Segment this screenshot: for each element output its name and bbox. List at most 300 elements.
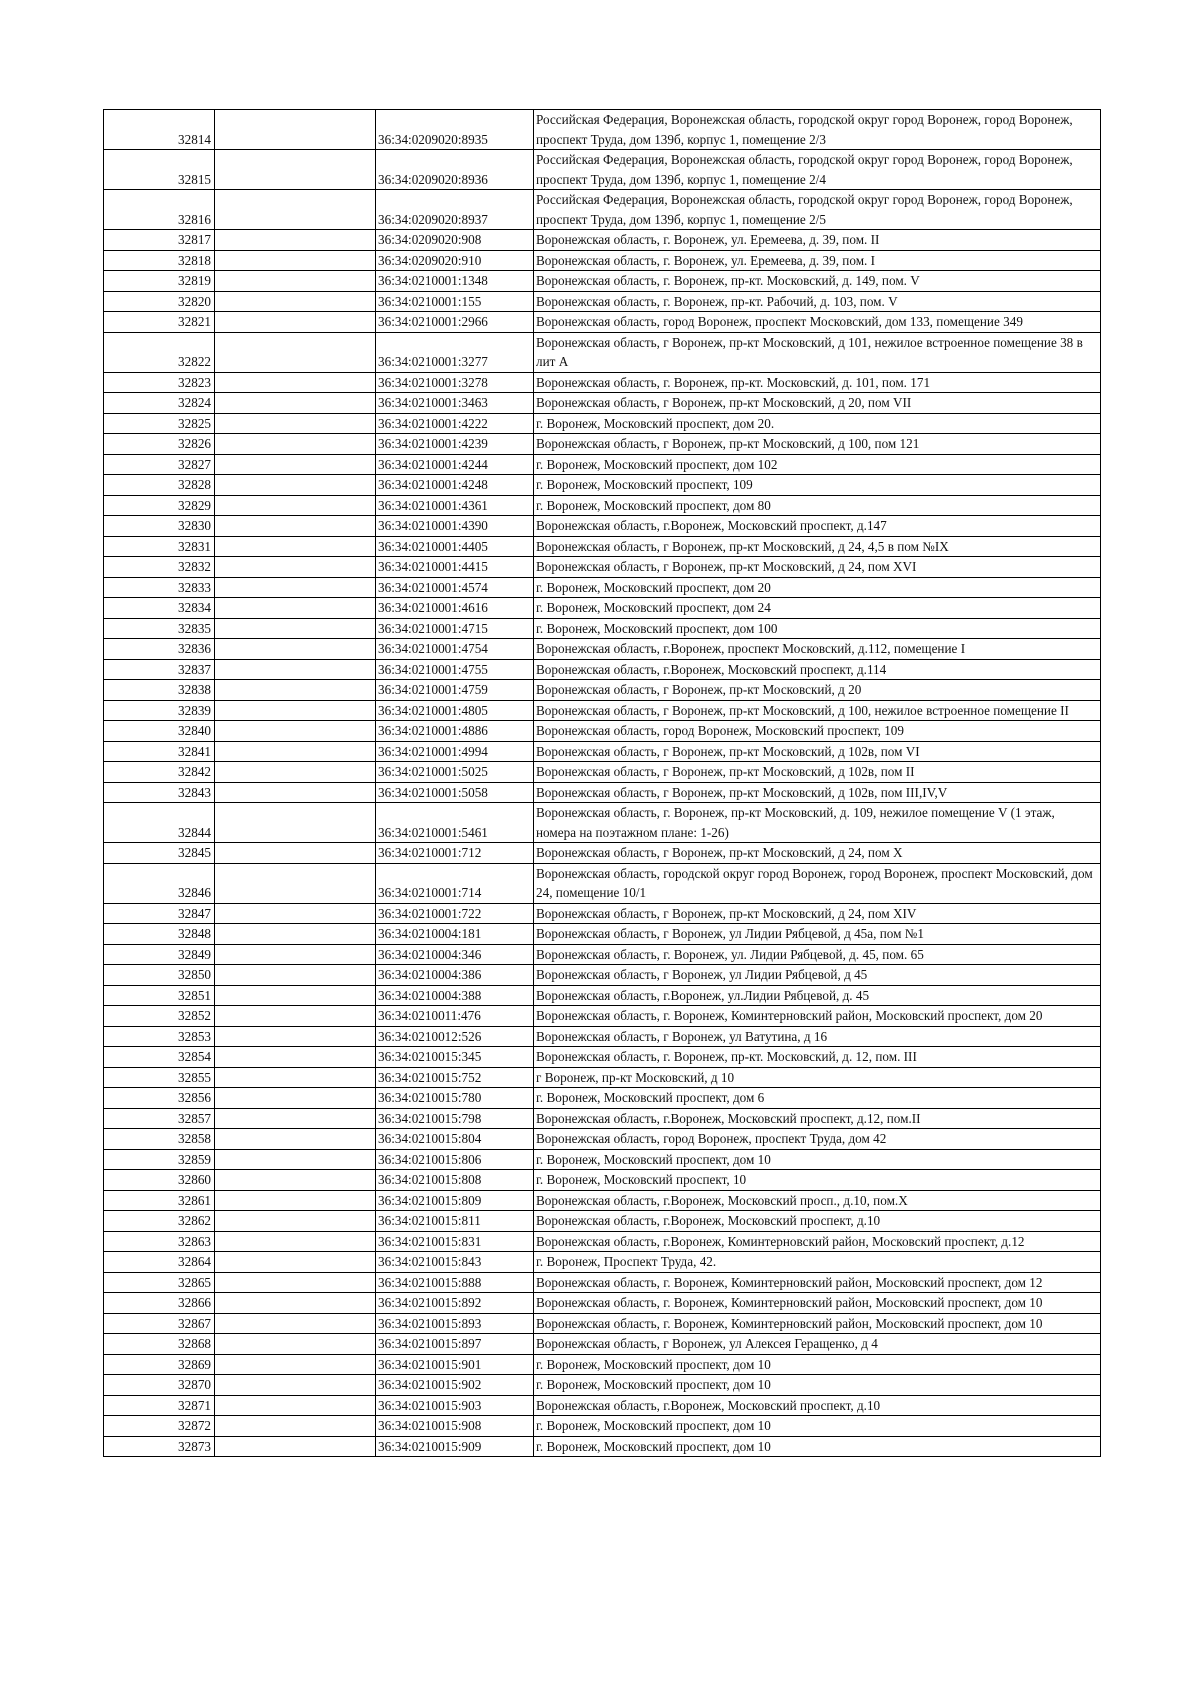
- table-row: [104, 536, 1101, 557]
- cadastral-number-cell: 36:34:0210004:181: [376, 924, 534, 945]
- cadastral-number-cell: 36:34:0210001:2966: [376, 312, 534, 333]
- row-number-cell: 32820: [104, 291, 215, 312]
- row-number-cell: 32830: [104, 516, 215, 537]
- row-number-cell: 32864: [104, 1252, 215, 1273]
- cadastral-number-cell: 36:34:0210012:526: [376, 1026, 534, 1047]
- empty-cell: [215, 843, 376, 864]
- empty-cell: [215, 1047, 376, 1068]
- table-row: [104, 1395, 1101, 1416]
- empty-cell: [215, 413, 376, 434]
- empty-cell: [215, 1190, 376, 1211]
- empty-cell: [215, 1088, 376, 1109]
- row-number-cell: 32858: [104, 1129, 215, 1150]
- row-number-cell: 32862: [104, 1211, 215, 1232]
- cadastral-number-cell: 36:34:0210015:811: [376, 1211, 534, 1232]
- table-row: [104, 1006, 1101, 1027]
- address-cell: Воронежская область, г. Воронеж, Коминтерновский район, Московский проспект, дом 12: [534, 1272, 1101, 1293]
- empty-cell: [215, 1108, 376, 1129]
- table-row: [104, 803, 1101, 843]
- cadastral-number-cell: 36:34:0210015:893: [376, 1313, 534, 1334]
- table-row: [104, 680, 1101, 701]
- row-number-cell: 32869: [104, 1354, 215, 1375]
- row-number-cell: 32845: [104, 843, 215, 864]
- address-cell: Воронежская область, г.Воронеж, проспект Московский, д.112, помещение I: [534, 639, 1101, 660]
- address-cell: Воронежская область, г Воронеж, пр-кт Московский, д 24, пом XVI: [534, 557, 1101, 578]
- address-cell: г. Воронеж, Московский проспект, дом 6: [534, 1088, 1101, 1109]
- row-number-cell: 32868: [104, 1334, 215, 1355]
- row-number-cell: 32860: [104, 1170, 215, 1191]
- table-row: [104, 762, 1101, 783]
- row-number-cell: 32850: [104, 965, 215, 986]
- empty-cell: [215, 250, 376, 271]
- empty-cell: [215, 150, 376, 190]
- row-number-cell: 32832: [104, 557, 215, 578]
- address-cell: Воронежская область, г Воронеж, пр-кт Московский, д 102в, пом VI: [534, 741, 1101, 762]
- table-row: [104, 1272, 1101, 1293]
- empty-cell: [215, 230, 376, 251]
- address-cell: Воронежская область, г Воронеж, пр-кт Московский, д 101, нежилое встроенное помещение 38 в лит А: [534, 332, 1101, 372]
- table-row: [104, 413, 1101, 434]
- cadastral-number-cell: 36:34:0210001:4759: [376, 680, 534, 701]
- row-number-cell: 32839: [104, 700, 215, 721]
- address-cell: Воронежская область, г.Воронеж, Московский проспект, д.10: [534, 1211, 1101, 1232]
- address-cell: Воронежская область, г. Воронеж, пр-кт. Московский, д. 12, пом. III: [534, 1047, 1101, 1068]
- empty-cell: [215, 1375, 376, 1396]
- cadastral-number-cell: 36:34:0210015:903: [376, 1395, 534, 1416]
- address-cell: г. Воронеж, Проспект Труда, 42.: [534, 1252, 1101, 1273]
- cadastral-number-cell: 36:34:0210015:901: [376, 1354, 534, 1375]
- table-row: [104, 618, 1101, 639]
- table-row: [104, 1190, 1101, 1211]
- address-cell: Воронежская область, г Воронеж, ул Алексея Геращенко, д 4: [534, 1334, 1101, 1355]
- address-cell: г. Воронеж, Московский проспект, дом 10: [534, 1375, 1101, 1396]
- row-number-cell: 32867: [104, 1313, 215, 1334]
- row-number-cell: 32824: [104, 393, 215, 414]
- empty-cell: [215, 639, 376, 660]
- table-row: [104, 230, 1101, 251]
- address-cell: Воронежская область, г Воронеж, пр-кт Московский, д 100, пом 121: [534, 434, 1101, 455]
- address-cell: Воронежская область, г. Воронеж, ул. Еремеева, д. 39, пом. II: [534, 230, 1101, 251]
- table-row: [104, 700, 1101, 721]
- address-cell: Воронежская область, г.Воронеж, Коминтерновский район, Московский проспект, д.12: [534, 1231, 1101, 1252]
- empty-cell: [215, 516, 376, 537]
- table-row: [104, 190, 1101, 230]
- empty-cell: [215, 332, 376, 372]
- row-number-cell: 32849: [104, 944, 215, 965]
- empty-cell: [215, 1006, 376, 1027]
- empty-cell: [215, 1252, 376, 1273]
- address-cell: г. Воронеж, Московский проспект, дом 80: [534, 495, 1101, 516]
- table-row: [104, 495, 1101, 516]
- row-number-cell: 32863: [104, 1231, 215, 1252]
- table-row: [104, 1231, 1101, 1252]
- address-cell: Воронежская область, г Воронеж, пр-кт Московский, д 102в, пом II: [534, 762, 1101, 783]
- empty-cell: [215, 659, 376, 680]
- empty-cell: [215, 924, 376, 945]
- cadastral-number-cell: 36:34:0210015:806: [376, 1149, 534, 1170]
- row-number-cell: 32823: [104, 372, 215, 393]
- table-row: [104, 1293, 1101, 1314]
- table-row: [104, 1129, 1101, 1150]
- cadastral-number-cell: 36:34:0210015:809: [376, 1190, 534, 1211]
- table-row: [104, 434, 1101, 455]
- row-number-cell: 32821: [104, 312, 215, 333]
- cadastral-number-cell: 36:34:0210001:4805: [376, 700, 534, 721]
- cadastral-number-cell: 36:34:0210001:4244: [376, 454, 534, 475]
- address-cell: Воронежская область, городской округ город Воронеж, город Воронеж, проспект Московский, дом 24, помещение 10/1: [534, 863, 1101, 903]
- table-row: [104, 577, 1101, 598]
- row-number-cell: 32873: [104, 1436, 215, 1457]
- cadastral-number-cell: 36:34:0210015:808: [376, 1170, 534, 1191]
- table-row: [104, 271, 1101, 292]
- row-number-cell: 32844: [104, 803, 215, 843]
- empty-cell: [215, 1334, 376, 1355]
- cadastral-number-cell: 36:34:0210001:714: [376, 863, 534, 903]
- table-row: [104, 659, 1101, 680]
- property-table: [103, 109, 1101, 1457]
- empty-cell: [215, 312, 376, 333]
- cadastral-number-cell: 36:34:0209020:910: [376, 250, 534, 271]
- table-row: [104, 639, 1101, 660]
- cadastral-number-cell: 36:34:0210001:5025: [376, 762, 534, 783]
- row-number-cell: 32837: [104, 659, 215, 680]
- cadastral-number-cell: 36:34:0210001:4405: [376, 536, 534, 557]
- address-cell: г. Воронеж, Московский проспект, дом 102: [534, 454, 1101, 475]
- cadastral-number-cell: 36:34:0210001:3277: [376, 332, 534, 372]
- row-number-cell: 32846: [104, 863, 215, 903]
- table-row: [104, 782, 1101, 803]
- empty-cell: [215, 741, 376, 762]
- empty-cell: [215, 762, 376, 783]
- row-number-cell: 32833: [104, 577, 215, 598]
- row-number-cell: 32819: [104, 271, 215, 292]
- empty-cell: [215, 1026, 376, 1047]
- row-number-cell: 32852: [104, 1006, 215, 1027]
- cadastral-number-cell: 36:34:0210001:4994: [376, 741, 534, 762]
- empty-cell: [215, 803, 376, 843]
- table-row: [104, 1047, 1101, 1068]
- row-number-cell: 32829: [104, 495, 215, 516]
- address-cell: Воронежская область, г Воронеж, ул Лидии Рябцевой, д 45а, пом №1: [534, 924, 1101, 945]
- address-cell: Воронежская область, г Воронеж, ул Ватутина, д 16: [534, 1026, 1101, 1047]
- row-number-cell: 32856: [104, 1088, 215, 1109]
- cadastral-number-cell: 36:34:0210004:346: [376, 944, 534, 965]
- empty-cell: [215, 944, 376, 965]
- table-row: [104, 1354, 1101, 1375]
- empty-cell: [215, 454, 376, 475]
- cadastral-number-cell: 36:34:0210001:1348: [376, 271, 534, 292]
- address-cell: Воронежская область, г Воронеж, пр-кт Московский, д 20, пом VII: [534, 393, 1101, 414]
- empty-cell: [215, 782, 376, 803]
- cadastral-number-cell: 36:34:0209020:908: [376, 230, 534, 251]
- empty-cell: [215, 700, 376, 721]
- row-number-cell: 32847: [104, 903, 215, 924]
- empty-cell: [215, 557, 376, 578]
- address-cell: Воронежская область, г Воронеж, пр-кт Московский, д 20: [534, 680, 1101, 701]
- cadastral-number-cell: 36:34:0210001:4755: [376, 659, 534, 680]
- row-number-cell: 32866: [104, 1293, 215, 1314]
- empty-cell: [215, 618, 376, 639]
- empty-cell: [215, 1354, 376, 1375]
- cadastral-number-cell: 36:34:0210001:4361: [376, 495, 534, 516]
- row-number-cell: 32870: [104, 1375, 215, 1396]
- table-row: [104, 516, 1101, 537]
- row-number-cell: 32817: [104, 230, 215, 251]
- cadastral-number-cell: 36:34:0210001:4715: [376, 618, 534, 639]
- table-row: [104, 863, 1101, 903]
- table-row: [104, 985, 1101, 1006]
- address-cell: Воронежская область, город Воронеж, Московский проспект, 109: [534, 721, 1101, 742]
- address-cell: г Воронеж, пр-кт Московский, д 10: [534, 1067, 1101, 1088]
- empty-cell: [215, 393, 376, 414]
- empty-cell: [215, 1170, 376, 1191]
- empty-cell: [215, 1293, 376, 1314]
- row-number-cell: 32853: [104, 1026, 215, 1047]
- empty-cell: [215, 536, 376, 557]
- empty-cell: [215, 1416, 376, 1437]
- cadastral-number-cell: 36:34:0210001:4886: [376, 721, 534, 742]
- row-number-cell: 32816: [104, 190, 215, 230]
- row-number-cell: 32857: [104, 1108, 215, 1129]
- empty-cell: [215, 1149, 376, 1170]
- empty-cell: [215, 598, 376, 619]
- address-cell: г. Воронеж, Московский проспект, дом 24: [534, 598, 1101, 619]
- cadastral-number-cell: 36:34:0210004:386: [376, 965, 534, 986]
- address-cell: Воронежская область, г. Воронеж, Коминтерновский район, Московский проспект, дом 10: [534, 1313, 1101, 1334]
- empty-cell: [215, 291, 376, 312]
- row-number-cell: 32854: [104, 1047, 215, 1068]
- cadastral-number-cell: 36:34:0209020:8937: [376, 190, 534, 230]
- row-number-cell: 32838: [104, 680, 215, 701]
- empty-cell: [215, 495, 376, 516]
- cadastral-number-cell: 36:34:0210001:4415: [376, 557, 534, 578]
- address-cell: Воронежская область, г.Воронеж, Московский проспект, д.114: [534, 659, 1101, 680]
- address-cell: г. Воронеж, Московский проспект, дом 20: [534, 577, 1101, 598]
- empty-cell: [215, 985, 376, 1006]
- table-row: [104, 924, 1101, 945]
- address-cell: г. Воронеж, Московский проспект, дом 10: [534, 1416, 1101, 1437]
- address-cell: Российская Федерация, Воронежская область, городской округ город Воронеж, город Воронеж, проспект Труда, дом 139б, корпус 1, помещение 2/4: [534, 150, 1101, 190]
- address-cell: Воронежская область, г. Воронеж, Коминтерновский район, Московский проспект, дом 20: [534, 1006, 1101, 1027]
- row-number-cell: 32843: [104, 782, 215, 803]
- table-row: [104, 965, 1101, 986]
- address-cell: г. Воронеж, Московский проспект, дом 100: [534, 618, 1101, 639]
- empty-cell: [215, 271, 376, 292]
- table-row: [104, 1375, 1101, 1396]
- cadastral-number-cell: 36:34:0210001:4390: [376, 516, 534, 537]
- empty-cell: [215, 577, 376, 598]
- address-cell: Воронежская область, г Воронеж, пр-кт Московский, д 24, 4,5 в пом №IX: [534, 536, 1101, 557]
- address-cell: г. Воронеж, Московский проспект, дом 20.: [534, 413, 1101, 434]
- address-cell: Воронежская область, город Воронеж, проспект Московский, дом 133, помещение 349: [534, 312, 1101, 333]
- empty-cell: [215, 1436, 376, 1457]
- table-body: [104, 110, 1101, 1457]
- table-row: [104, 1416, 1101, 1437]
- table-row: [104, 1436, 1101, 1457]
- row-number-cell: 32871: [104, 1395, 215, 1416]
- table-row: [104, 110, 1101, 150]
- address-cell: Воронежская область, г. Воронеж, Коминтерновский район, Московский проспект, дом 10: [534, 1293, 1101, 1314]
- address-cell: Воронежская область, г.Воронеж, Московский проспект, д.12, пом.II: [534, 1108, 1101, 1129]
- table-row: [104, 312, 1101, 333]
- cadastral-number-cell: 36:34:0210001:5461: [376, 803, 534, 843]
- empty-cell: [215, 863, 376, 903]
- address-cell: Воронежская область, г. Воронеж, ул. Еремеева, д. 39, пом. I: [534, 250, 1101, 271]
- table-row: [104, 291, 1101, 312]
- address-cell: Воронежская область, г Воронеж, пр-кт Московский, д 102в, пом III,IV,V: [534, 782, 1101, 803]
- empty-cell: [215, 903, 376, 924]
- address-cell: г. Воронеж, Московский проспект, дом 10: [534, 1149, 1101, 1170]
- row-number-cell: 32855: [104, 1067, 215, 1088]
- empty-cell: [215, 1313, 376, 1334]
- cadastral-number-cell: 36:34:0210001:712: [376, 843, 534, 864]
- table-row: [104, 1088, 1101, 1109]
- table-row: [104, 1170, 1101, 1191]
- cadastral-number-cell: 36:34:0210001:722: [376, 903, 534, 924]
- row-number-cell: 32828: [104, 475, 215, 496]
- cadastral-number-cell: 36:34:0210015:798: [376, 1108, 534, 1129]
- address-cell: Воронежская область, г.Воронеж, Московский проспект, д.147: [534, 516, 1101, 537]
- empty-cell: [215, 965, 376, 986]
- row-number-cell: 32865: [104, 1272, 215, 1293]
- table-row: [104, 475, 1101, 496]
- table-row: [104, 843, 1101, 864]
- table-row: [104, 1334, 1101, 1355]
- cadastral-number-cell: 36:34:0210015:902: [376, 1375, 534, 1396]
- cadastral-number-cell: 36:34:0209020:8935: [376, 110, 534, 150]
- cadastral-number-cell: 36:34:0210001:155: [376, 291, 534, 312]
- address-cell: Воронежская область, город Воронеж, проспект Труда, дом 42: [534, 1129, 1101, 1150]
- empty-cell: [215, 434, 376, 455]
- empty-cell: [215, 110, 376, 150]
- address-cell: Воронежская область, г. Воронеж, ул. Лидии Рябцевой, д. 45, пом. 65: [534, 944, 1101, 965]
- cadastral-number-cell: 36:34:0210001:4616: [376, 598, 534, 619]
- table-row: [104, 1313, 1101, 1334]
- address-cell: Российская Федерация, Воронежская область, городской округ город Воронеж, город Воронеж, проспект Труда, дом 139б, корпус 1, помещение 2/5: [534, 190, 1101, 230]
- table-row: [104, 393, 1101, 414]
- table-row: [104, 454, 1101, 475]
- address-cell: Российская Федерация, Воронежская область, городской округ город Воронеж, город Воронеж, проспект Труда, дом 139б, корпус 1, помещение 2/3: [534, 110, 1101, 150]
- row-number-cell: 32859: [104, 1149, 215, 1170]
- table-row: [104, 1149, 1101, 1170]
- cadastral-number-cell: 36:34:0210001:5058: [376, 782, 534, 803]
- cadastral-number-cell: 36:34:0210015:888: [376, 1272, 534, 1293]
- cadastral-number-cell: 36:34:0210001:4574: [376, 577, 534, 598]
- empty-cell: [215, 1395, 376, 1416]
- table-row: [104, 150, 1101, 190]
- table-row: [104, 557, 1101, 578]
- cadastral-number-cell: 36:34:0210015:780: [376, 1088, 534, 1109]
- address-cell: Воронежская область, г. Воронеж, пр-кт. Московский, д. 101, пом. 171: [534, 372, 1101, 393]
- row-number-cell: 32827: [104, 454, 215, 475]
- empty-cell: [215, 1272, 376, 1293]
- address-cell: Воронежская область, г.Воронеж, Московский просп., д.10, пом.X: [534, 1190, 1101, 1211]
- cadastral-number-cell: 36:34:0210015:909: [376, 1436, 534, 1457]
- address-cell: Воронежская область, г Воронеж, ул Лидии Рябцевой, д 45: [534, 965, 1101, 986]
- table-row: [104, 1211, 1101, 1232]
- row-number-cell: 32826: [104, 434, 215, 455]
- table-row: [104, 1026, 1101, 1047]
- empty-cell: [215, 721, 376, 742]
- empty-cell: [215, 1211, 376, 1232]
- row-number-cell: 32831: [104, 536, 215, 557]
- empty-cell: [215, 1231, 376, 1252]
- table-row: [104, 721, 1101, 742]
- table-row: [104, 332, 1101, 372]
- row-number-cell: 32840: [104, 721, 215, 742]
- cadastral-number-cell: 36:34:0210001:3463: [376, 393, 534, 414]
- row-number-cell: 32848: [104, 924, 215, 945]
- address-cell: г. Воронеж, Московский проспект, дом 10: [534, 1354, 1101, 1375]
- table-row: [104, 250, 1101, 271]
- row-number-cell: 32815: [104, 150, 215, 190]
- table-row: [104, 741, 1101, 762]
- cadastral-number-cell: 36:34:0210015:752: [376, 1067, 534, 1088]
- table-row: [104, 944, 1101, 965]
- empty-cell: [215, 475, 376, 496]
- empty-cell: [215, 1129, 376, 1150]
- empty-cell: [215, 372, 376, 393]
- row-number-cell: 32818: [104, 250, 215, 271]
- row-number-cell: 32872: [104, 1416, 215, 1437]
- cadastral-number-cell: 36:34:0210001:4754: [376, 639, 534, 660]
- table-row: [104, 598, 1101, 619]
- table-row: [104, 903, 1101, 924]
- table-row: [104, 372, 1101, 393]
- cadastral-number-cell: 36:34:0210015:345: [376, 1047, 534, 1068]
- row-number-cell: 32814: [104, 110, 215, 150]
- address-cell: г. Воронеж, Московский проспект, дом 10: [534, 1436, 1101, 1457]
- row-number-cell: 32836: [104, 639, 215, 660]
- empty-cell: [215, 190, 376, 230]
- cadastral-number-cell: 36:34:0210015:843: [376, 1252, 534, 1273]
- cadastral-number-cell: 36:34:0210001:4248: [376, 475, 534, 496]
- address-cell: Воронежская область, г Воронеж, пр-кт Московский, д 100, нежилое встроенное помещение II: [534, 700, 1101, 721]
- cadastral-number-cell: 36:34:0209020:8936: [376, 150, 534, 190]
- row-number-cell: 32851: [104, 985, 215, 1006]
- address-cell: Воронежская область, г. Воронеж, пр-кт. Московский, д. 149, пом. V: [534, 271, 1101, 292]
- cadastral-number-cell: 36:34:0210011:476: [376, 1006, 534, 1027]
- row-number-cell: 32861: [104, 1190, 215, 1211]
- cadastral-number-cell: 36:34:0210001:3278: [376, 372, 534, 393]
- cadastral-number-cell: 36:34:0210015:892: [376, 1293, 534, 1314]
- table-row: [104, 1252, 1101, 1273]
- cadastral-number-cell: 36:34:0210001:4222: [376, 413, 534, 434]
- row-number-cell: 32841: [104, 741, 215, 762]
- row-number-cell: 32822: [104, 332, 215, 372]
- cadastral-number-cell: 36:34:0210015:804: [376, 1129, 534, 1150]
- table-row: [104, 1108, 1101, 1129]
- empty-cell: [215, 1067, 376, 1088]
- cadastral-number-cell: 36:34:0210015:908: [376, 1416, 534, 1437]
- row-number-cell: 32835: [104, 618, 215, 639]
- address-cell: Воронежская область, г Воронеж, пр-кт Московский, д 24, пом XIV: [534, 903, 1101, 924]
- cadastral-number-cell: 36:34:0210015:831: [376, 1231, 534, 1252]
- address-cell: Воронежская область, г. Воронеж, пр-кт Московский, д. 109, нежилое помещение V (1 этаж, номера на поэтажном плане: 1-26): [534, 803, 1101, 843]
- cadastral-number-cell: 36:34:0210004:388: [376, 985, 534, 1006]
- row-number-cell: 32834: [104, 598, 215, 619]
- address-cell: Воронежская область, г.Воронеж, ул.Лидии Рябцевой, д. 45: [534, 985, 1101, 1006]
- address-cell: Воронежская область, г Воронеж, пр-кт Московский, д 24, пом X: [534, 843, 1101, 864]
- address-cell: Воронежская область, г. Воронеж, пр-кт. Рабочий, д. 103, пом. V: [534, 291, 1101, 312]
- address-cell: г. Воронеж, Московский проспект, 10: [534, 1170, 1101, 1191]
- empty-cell: [215, 680, 376, 701]
- row-number-cell: 32842: [104, 762, 215, 783]
- table-row: [104, 1067, 1101, 1088]
- cadastral-number-cell: 36:34:0210015:897: [376, 1334, 534, 1355]
- cadastral-number-cell: 36:34:0210001:4239: [376, 434, 534, 455]
- row-number-cell: 32825: [104, 413, 215, 434]
